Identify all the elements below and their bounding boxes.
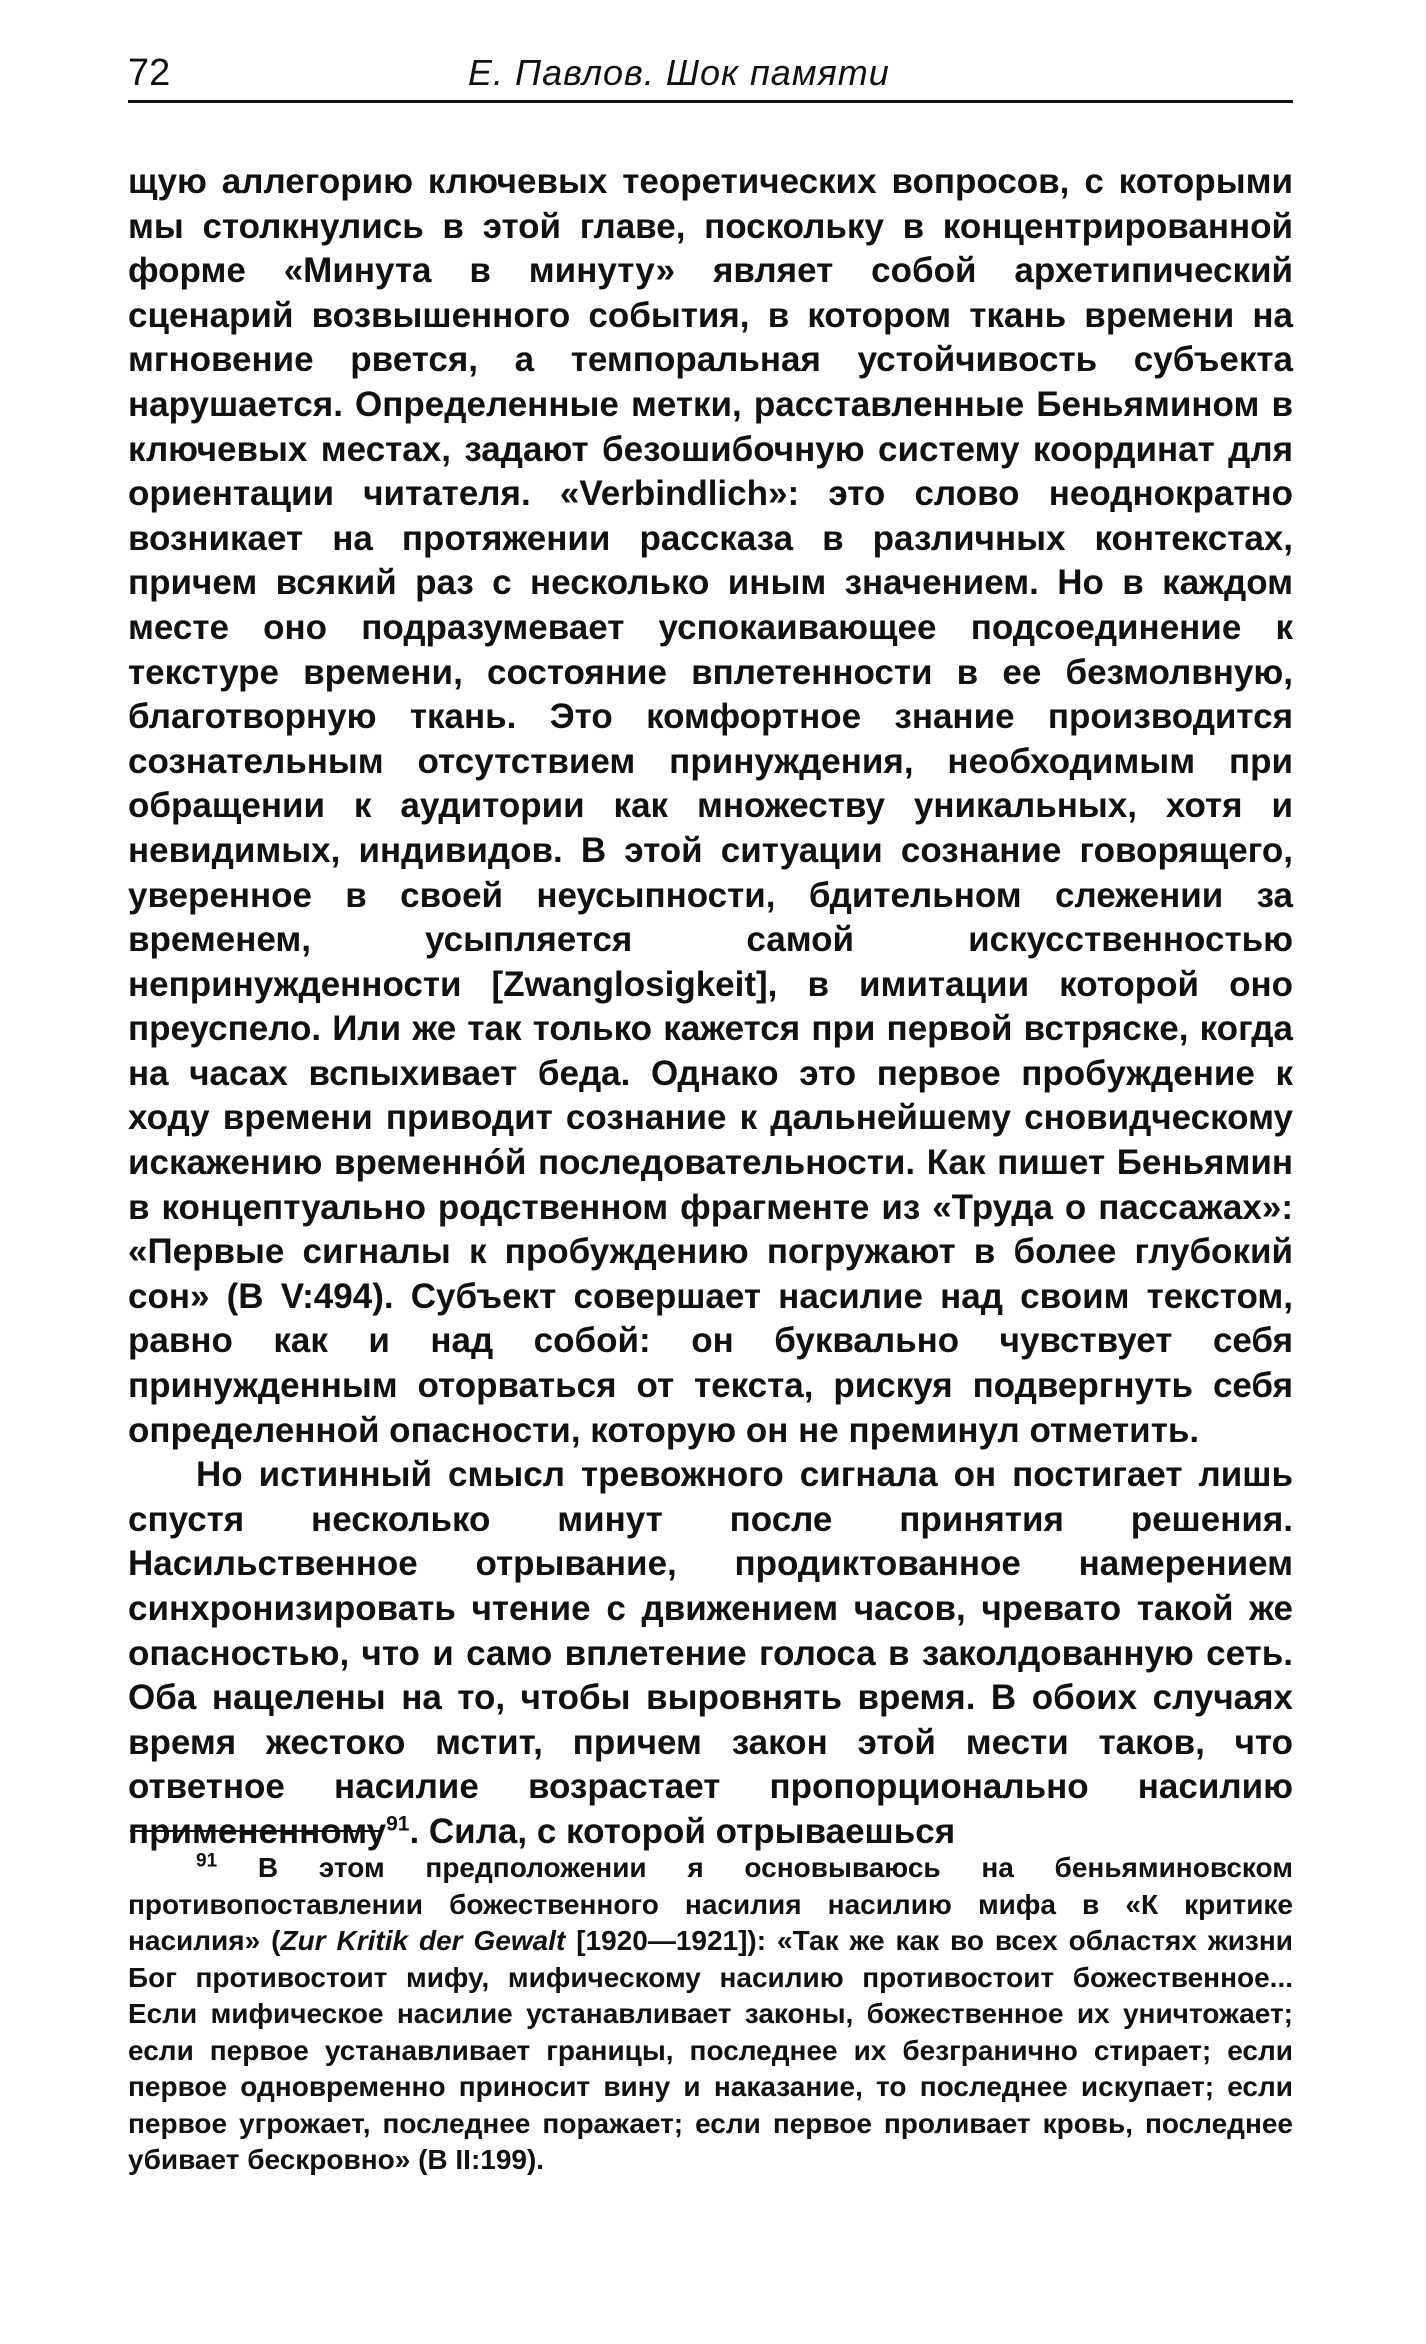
paragraph-1: щую аллегорию ключевых теоретических вопросов, с которыми мы столкнулись в этой главе, поскольку в концентрированной форме «Минута в минуту» являет собой архетипический сценарий возвышенного события, в котором ткань времени на мгновение рвется, а темпоральная устойчивость субъекта нарушается. Определенные метки, расставленные Беньямином в ключевых местах, задают безошибочную систему координат для ориентации читателя. «Verbindlich»: это слово неоднократно возникает на протяжении рассказа в различных контекстах, причем всякий раз с несколько иным значением. Но в каждом месте оно подразумевает успокаивающее подсоединение к текстуре времени, состояние вплетенности в ее безмолвную, благотворную ткань. Это комфортное знание производится сознательным отсутствием принуждения, необходимым при обращении к аудитории как множеству уникальных, хотя и невидимых, индивидов. В этой ситуации сознание говорящего, уверенное в своей неусыпности, бдительном слежении за временем, усыпляется самой искусственностью непринужденности [Zwanglosigkeit], в имитации которой оно преуспело. Или же так только кажется при первой встряске, когда на часах вспыхивает беда. Однако это первое пробуждение к ходу времени приводит сознание к дальнейшему сновидческому искажению временнóй последовательности. Как пишет Беньямин в концептуально родственном фрагменте из «Труда о пассажах»: «Первые сигналы к пробуждению погружают в более глубокий сон» (B V:494). Субъект совершает насилие над своим текстом, равно как и над собой: он буквально чувствует себя принужденным оторваться от текста, рискуя подвергнуть себя определенной опасности, которую он не преминул отметить. — [128, 162, 1293, 1450]
footnote-divider — [130, 1830, 382, 1832]
main-text — [128, 160, 1293, 1855]
footnote-marker: 91 — [196, 1850, 218, 1872]
footnote-work-title: Zur Kritik der Gewalt — [280, 1925, 566, 1956]
footnote — [128, 1850, 1293, 2179]
paragraph-2-end: . Сила, с которой отрываешься — [409, 1811, 956, 1851]
paragraph-2 — [128, 1453, 1293, 1854]
footnote-reference[interactable]: 91 — [386, 1812, 410, 1836]
running-title: Е. Павлов. Шок памяти — [468, 52, 890, 93]
page-header — [128, 50, 1293, 103]
footnote-text-1: В этом предположении я основываюсь на беньяминовском противопоставлении божественного насилия насилию мифа в «К критике насилия» ( — [128, 1852, 1293, 1956]
page-number: 72 — [128, 52, 171, 94]
footnote-text-2: [1920—1921]): «Так же как во всех областях жизни Бог противостоит мифу, мифическому насилию противостоит божественное... Если мифическое насилие устанавливает законы, божественное их уничтожает; если первое устанавливает границы, последнее их безгранично стирает; если первое одновременно приносит вину и наказание, то последнее искупает; если первое угрожает, последнее поражает; если первое проливает кровь, последнее убивает бескровно» (B II:199). — [128, 1925, 1293, 2175]
paragraph-2-start: Но истинный смысл тревожного сигнала он постигает лишь спустя несколько минут после принятия решения. Насильственное отрывание, продиктованное намерением синхронизировать чтение с движением часов, чревато такой же опасностью, что и само вплетение голоса в заколдованную сеть. Оба нацелены на то, чтобы выровнять время. В обоих случаях время жестоко мстит, причем закон этой мести таков, что ответное насилие возрастает пропорционально насилию примененному — [128, 1455, 1293, 1851]
